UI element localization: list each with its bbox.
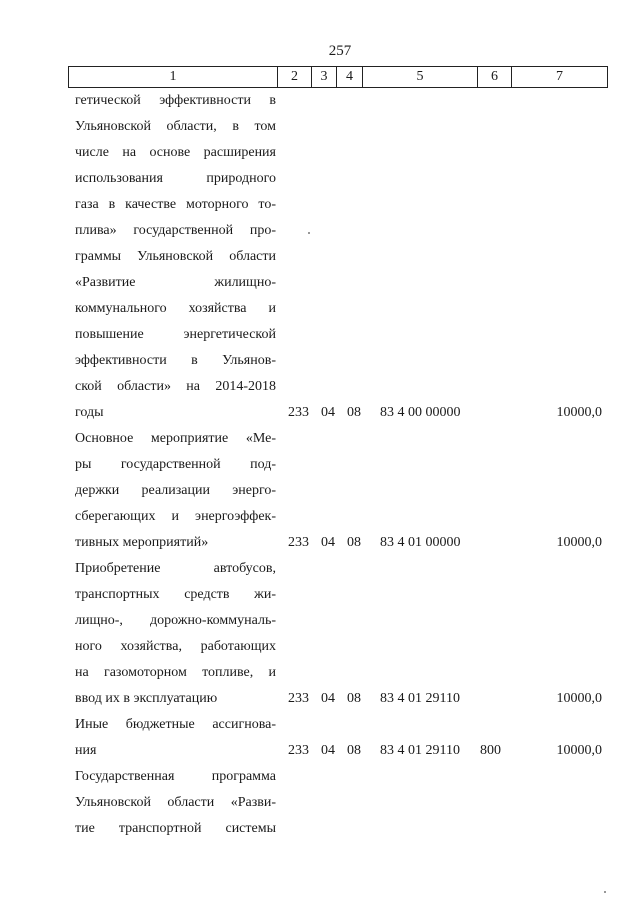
- text-line: ской области» на 2014-2018: [75, 379, 276, 394]
- cell-podrazdel: 08: [347, 405, 361, 420]
- text-line: Ульяновской области, в том: [75, 119, 276, 134]
- text-line: ввод их в эксплуатацию: [75, 691, 218, 706]
- cell-razdel: 04: [321, 691, 335, 706]
- text-line: эффективности в Ульянов-: [75, 353, 276, 368]
- header-col-3: 3: [312, 67, 337, 87]
- cell-csr: 83 4 01 29110: [380, 691, 460, 706]
- header-col-4: 4: [337, 67, 363, 87]
- cell-amount: 10000,0: [556, 405, 602, 420]
- text-line: коммунального хозяйства и: [75, 301, 276, 316]
- cell-glava: 233: [288, 535, 309, 550]
- cell-vr: 800: [480, 743, 501, 758]
- cell-amount: 10000,0: [556, 743, 602, 758]
- text-line: числе на основе расширения: [75, 145, 276, 160]
- cell-podrazdel: 08: [347, 743, 361, 758]
- text-line: тие транспортной системы: [75, 821, 276, 836]
- text-line: сберегающих и энергоэффек-: [75, 509, 276, 524]
- page-number: 257: [328, 43, 352, 59]
- text-line: использования природного: [75, 171, 276, 186]
- header-col-2: 2: [278, 67, 312, 87]
- text-line: Иные бюджетные ассигнова-: [75, 717, 276, 732]
- text-line: ры государственной под-: [75, 457, 276, 472]
- text-line: гетической эффективности в: [75, 93, 276, 108]
- text-line: ного хозяйства, работающих: [75, 639, 276, 654]
- text-line: Государственная программа: [75, 769, 276, 784]
- text-line: Ульяновской области «Разви-: [75, 795, 276, 810]
- text-line: Основное мероприятие «Ме-: [75, 431, 276, 446]
- scan-speck: [308, 232, 310, 234]
- cell-amount: 10000,0: [556, 691, 602, 706]
- cell-amount: 10000,0: [556, 535, 602, 550]
- cell-glava: 233: [288, 691, 309, 706]
- cell-podrazdel: 08: [347, 691, 361, 706]
- text-line: плива» государственной про-: [75, 223, 276, 238]
- cell-razdel: 04: [321, 743, 335, 758]
- text-line: газа в качестве моторного то-: [75, 197, 276, 212]
- text-line: граммы Ульяновской области: [75, 249, 276, 264]
- header-col-5: 5: [363, 67, 478, 87]
- header-col-7: 7: [556, 69, 563, 84]
- cell-glava: 233: [288, 405, 309, 420]
- scan-speck: [604, 891, 606, 893]
- cell-csr: 83 4 01 29110: [380, 743, 460, 758]
- text-line: повышение энергетической: [75, 327, 276, 342]
- cell-csr: 83 4 00 00000: [380, 405, 461, 420]
- cell-razdel: 04: [321, 535, 335, 550]
- text-line: годы: [75, 405, 104, 420]
- cell-razdel: 04: [321, 405, 335, 420]
- text-line: «Развитие жилищно-: [75, 275, 276, 290]
- text-line: Приобретение автобусов,: [75, 561, 276, 576]
- text-line: ния: [75, 743, 97, 758]
- cell-csr: 83 4 01 00000: [380, 535, 461, 550]
- text-line: тивных мероприятий»: [75, 535, 209, 550]
- text-line: лищно-, дорожно-коммуналь-: [75, 613, 276, 628]
- cell-podrazdel: 08: [347, 535, 361, 550]
- cell-glava: 233: [288, 743, 309, 758]
- text-line: транспортных средств жи-: [75, 587, 276, 602]
- header-col-1: 1: [69, 67, 278, 87]
- header-col-6: 6: [478, 67, 512, 87]
- text-line: на газомоторном топливе, и: [75, 665, 276, 680]
- table-header: [68, 66, 608, 88]
- text-line: держки реализации энерго-: [75, 483, 276, 498]
